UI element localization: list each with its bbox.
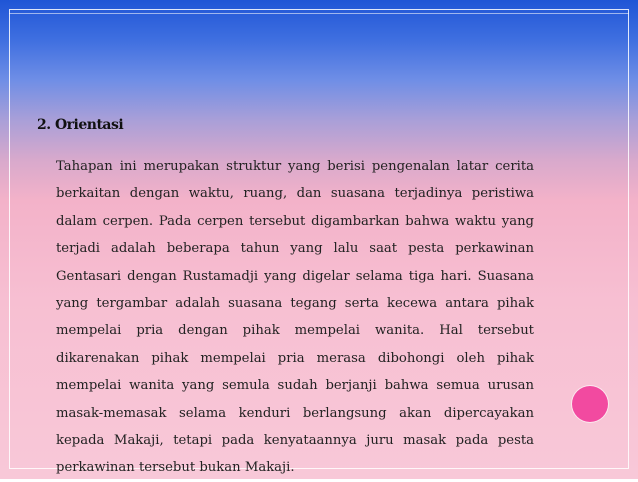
slide-heading: 2. Orientasi	[37, 117, 124, 133]
decorative-circle-icon	[572, 386, 608, 422]
slide-body-paragraph: Tahapan ini merupakan struktur yang berisi pengenalan latar cerita berkaitan dengan waktu, ruang, dan suasana terjadinya peristiwa dalam cerpen. Pada cerpen tersebut digambarkan bahwa waktu yang terjadi adalah beberapa tahun yang lalu saat pesta perkawinan Gentasari dengan Rustamadji yang digelar selama tiga hari. Suasana yang tergambar adalah suasana tegang serta kecewa antara pihak mempelai pria dengan pihak mempelai wanita. Hal tersebut dikarenakan pihak mempelai pria merasa dibohongi oleh pihak mempelai wanita yang semula sudah berjanji bahwa semua urusan masak-memasak selama kenduri berlangsung akan dipercayakan kepada Makaji, tetapi pada kenyataannya juru masak pada pesta perkawinan tersebut bukan Makaji.	[56, 159, 534, 476]
slide-top-divider	[9, 13, 629, 14]
